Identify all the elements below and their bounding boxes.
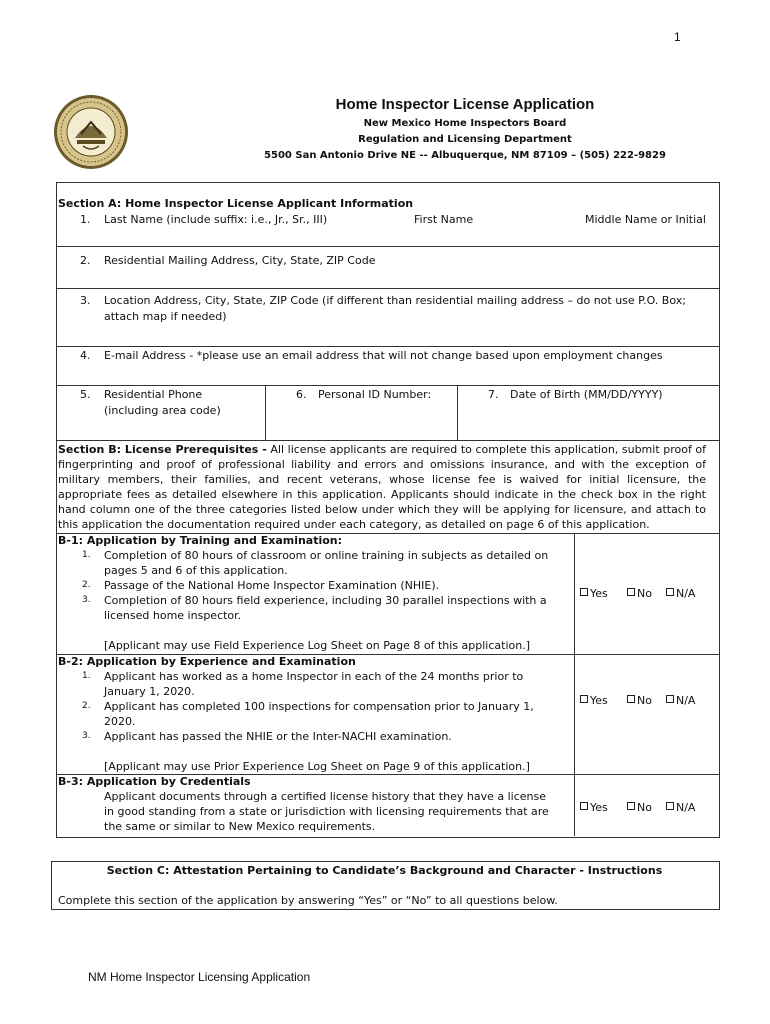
b1-no-checkbox[interactable]	[627, 587, 652, 600]
na-label: N/A	[676, 587, 696, 600]
section-b-text: All license applicants are required to complete this application, submit proof of fingerprinting and proof of professional liability and errors and omissions insurance, and with the exception of military members, their families, and recent veterans, whose license fee is waived for initial licensure, the appropriate fees as detailed elsewhere in this application. Applicants should indicate in the check box in the right hand column one of the three categories listed below under which they will be applying for licensure, and attach to this application the documentation required under each category, as detailed on page 6 of this application.	[58, 443, 707, 531]
b1-note: [Applicant may use Field Experience Log Sheet on Page 8 of this application.]	[104, 639, 531, 652]
b3-yes-checkbox[interactable]	[580, 801, 608, 814]
b1-item-1-cont: pages 5 and 6 of this application.	[104, 564, 288, 577]
b3-heading: B-3: Application by Credentials	[58, 775, 251, 788]
checkbox-icon	[627, 588, 635, 596]
mailing-address-label[interactable]: Residential Mailing Address, City, State, ZIP Code	[104, 254, 376, 267]
page-footer: NM Home Inspector Licensing Application	[88, 970, 311, 984]
b3-text-line-1: Applicant documents through a certified license history that they have a license	[104, 790, 546, 803]
b1-item-3-number: 3.	[82, 595, 91, 605]
b1-item-1: Completion of 80 hours of classroom or online training in subjects as detailed on	[104, 549, 549, 562]
divider	[56, 346, 720, 347]
b1-item-2: Passage of the National Home Inspector Examination (NHIE).	[104, 579, 440, 592]
phone-label-cont: (including area code)	[104, 404, 221, 417]
b3-no-checkbox[interactable]	[627, 801, 652, 814]
section-b-heading: Section B: License Prerequisites -	[58, 443, 267, 456]
b3-text-line-2: in good standing from a state or jurisdiction with licensing requirements that are	[104, 805, 549, 818]
page-title: Home Inspector License Application	[335, 96, 595, 113]
field-5-number: 5.	[80, 388, 91, 401]
b3-text-line-3: the same or similar to New Mexico requirements.	[104, 820, 376, 833]
b2-item-2-number: 2.	[82, 701, 91, 711]
checkbox-icon	[580, 588, 588, 596]
divider	[56, 288, 720, 289]
department-name: Regulation and Licensing Department	[358, 134, 572, 145]
b1-item-1-number: 1.	[82, 550, 91, 560]
section-c-heading: Section C: Attestation Pertaining to Candidate’s Background and Character - Instructions	[106, 864, 663, 877]
b3-na-checkbox[interactable]	[666, 801, 695, 814]
date-of-birth-label[interactable]: Date of Birth (MM/DD/YYYY)	[510, 388, 663, 401]
middle-name-label[interactable]: Middle Name or Initial	[585, 213, 706, 226]
b2-na-checkbox[interactable]	[666, 694, 695, 707]
field-2-number: 2.	[80, 254, 91, 267]
checkbox-icon	[627, 802, 635, 810]
location-address-label-cont: attach map if needed)	[104, 310, 227, 323]
checkbox-icon	[666, 695, 674, 703]
b2-item-1-cont: January 1, 2020.	[104, 685, 195, 698]
na-label: N/A	[676, 694, 696, 707]
section-a-heading: Section A: Home Inspector License Applicant Information	[58, 197, 414, 210]
field-6-number: 6.	[296, 388, 307, 401]
divider	[457, 385, 458, 441]
b2-heading: B-2: Application by Experience and Examination	[58, 655, 356, 668]
section-b-intro	[58, 442, 706, 532]
no-label: No	[637, 694, 652, 707]
b1-item-3-cont: licensed home inspector.	[104, 609, 242, 622]
yes-label: Yes	[590, 694, 608, 707]
divider	[56, 440, 720, 441]
b2-item-2: Applicant has completed 100 inspections for compensation prior to January 1,	[104, 700, 534, 713]
checkbox-icon	[666, 588, 674, 596]
b2-item-1-number: 1.	[82, 671, 91, 681]
b2-no-checkbox[interactable]	[627, 694, 652, 707]
b1-heading: B-1: Application by Training and Examination:	[58, 534, 343, 547]
b1-item-3: Completion of 80 hours field experience, including 30 parallel inspections with a	[104, 594, 547, 607]
email-label[interactable]: E-mail Address - *please use an email address that will not change based upon employment changes	[104, 349, 663, 362]
address-line: 5500 San Antonio Drive NE -- Albuquerque, NM 87109 – (505) 222-9829	[264, 150, 666, 161]
checkbox-icon	[580, 695, 588, 703]
divider	[574, 533, 575, 836]
b1-yes-checkbox[interactable]	[580, 587, 608, 600]
yes-label: Yes	[590, 801, 608, 814]
board-name: New Mexico Home Inspectors Board	[363, 118, 567, 129]
first-name-label[interactable]: First Name	[414, 213, 474, 226]
divider	[56, 385, 720, 386]
b2-item-2-cont: 2020.	[104, 715, 136, 728]
b2-yes-checkbox[interactable]	[580, 694, 608, 707]
b2-item-3-number: 3.	[82, 731, 91, 741]
checkbox-icon	[580, 802, 588, 810]
checkbox-icon	[627, 695, 635, 703]
na-label: N/A	[676, 801, 696, 814]
b1-na-checkbox[interactable]	[666, 587, 695, 600]
section-c-instructions: Complete this section of the application by answering “Yes” or “No” to all questions below.	[58, 894, 558, 907]
no-label: No	[637, 587, 652, 600]
b2-item-1: Applicant has worked as a home Inspector in each of the 24 months prior to	[104, 670, 524, 683]
last-name-label[interactable]: Last Name (include suffix: i.e., Jr., Sr., III)	[104, 213, 328, 226]
no-label: No	[637, 801, 652, 814]
field-7-number: 7.	[488, 388, 499, 401]
b2-note: [Applicant may use Prior Experience Log Sheet on Page 9 of this application.]	[104, 760, 530, 773]
location-address-label[interactable]: Location Address, City, State, ZIP Code (if different than residential mailing address – do not use P.O. Box;	[104, 294, 686, 307]
personal-id-label[interactable]: Personal ID Number:	[318, 388, 432, 401]
page-number: 1	[674, 30, 681, 44]
field-1-number: 1.	[80, 213, 91, 226]
phone-label[interactable]: Residential Phone	[104, 388, 203, 401]
field-4-number: 4.	[80, 349, 91, 362]
divider	[56, 246, 720, 247]
yes-label: Yes	[590, 587, 608, 600]
state-seal-logo	[53, 94, 129, 170]
b1-item-2-number: 2.	[82, 580, 91, 590]
checkbox-icon	[666, 802, 674, 810]
field-3-number: 3.	[80, 294, 91, 307]
divider	[265, 385, 266, 441]
b2-item-3: Applicant has passed the NHIE or the Inter-NACHI examination.	[104, 730, 452, 743]
